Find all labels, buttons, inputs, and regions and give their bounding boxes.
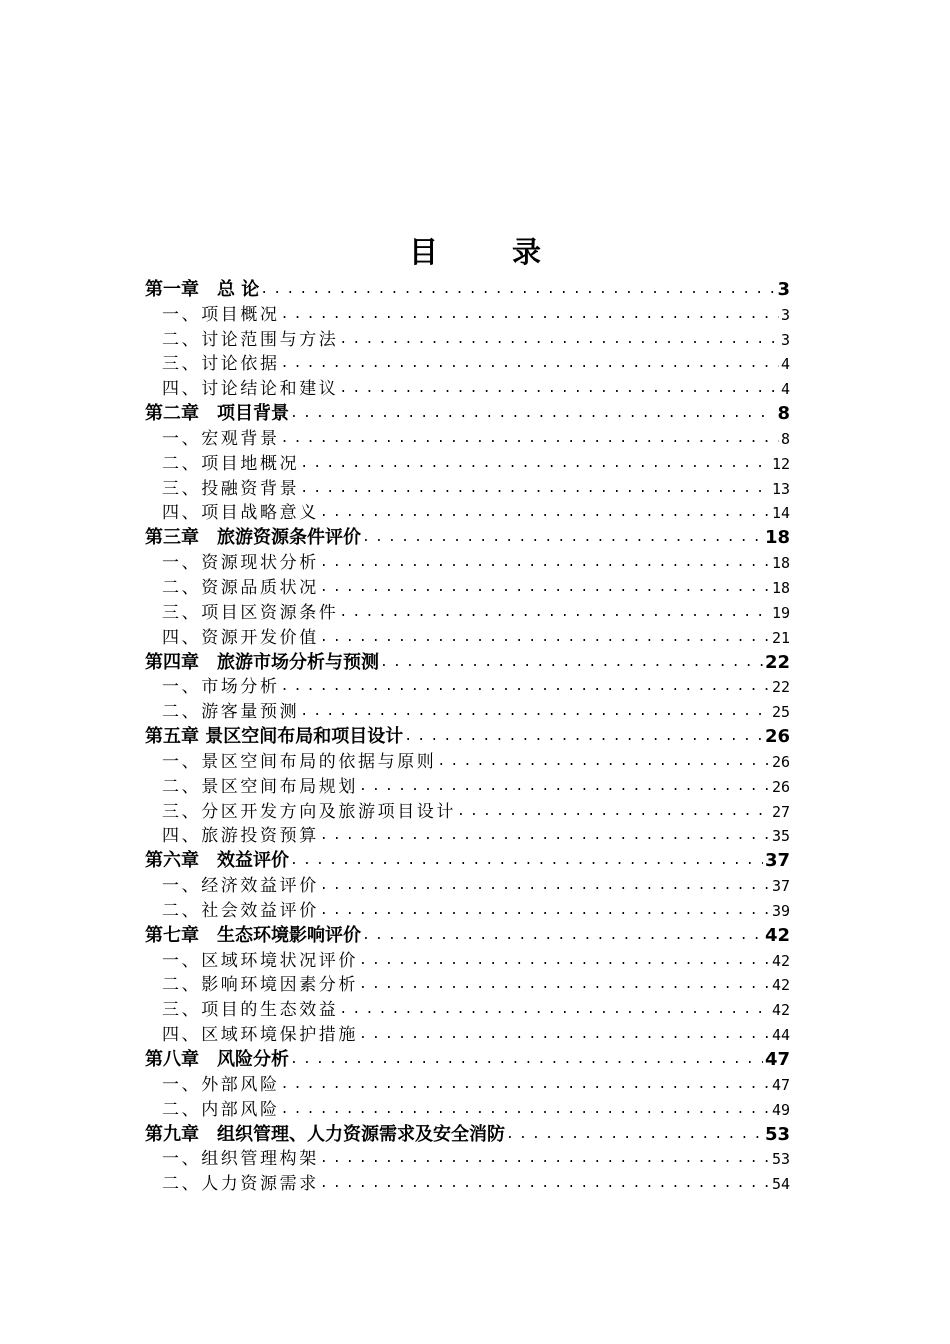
toc-entry-page: 42 [771,976,790,995]
toc-entry-label: 第八章 风险分析 [145,1049,289,1070]
dot-leader [280,352,779,376]
toc-entry[interactable] [145,873,790,898]
toc-entry-page: 49 [771,1100,790,1119]
dot-leader [280,303,779,327]
toc-entry-page: 53 [764,1123,790,1145]
dot-leader [280,675,770,699]
toc-entry-page: 26 [771,777,790,796]
toc-entry-page: 21 [771,628,790,647]
toc-entry-page: 25 [771,703,790,722]
dot-leader [319,576,770,600]
dot-leader [319,824,770,848]
dot-leader [358,775,770,799]
toc-entry-page: 42 [764,924,790,946]
toc-entry-page: 42 [771,951,790,970]
toc-entry-page: 18 [764,527,790,549]
toc-entry-label: 第四章 旅游市场分析与预测 [145,651,379,673]
dot-leader [338,601,770,625]
dot-leader [456,800,770,824]
toc-entry-label: 一、宏观背景 [162,428,280,449]
toc-entry-label: 二、人力资源需求 [162,1174,319,1195]
toc-entry-page: 37 [771,877,790,896]
toc-entry[interactable] [145,1171,790,1196]
toc-entry-page: 44 [771,1026,790,1045]
dot-leader [289,849,763,873]
toc-entry-label: 三、项目的生态效益 [162,1000,339,1021]
toc-entry-label: 第六章 效益评价 [145,850,289,872]
toc-entry[interactable] [145,327,790,352]
dot-leader [259,278,775,302]
dot-leader [338,377,779,401]
toc-entry-page: 53 [771,1150,790,1169]
toc-entry[interactable] [145,1022,790,1047]
toc-entry[interactable] [145,600,790,625]
toc-entry[interactable] [145,749,790,774]
toc-entry-label: 三、投融资背景 [162,478,300,499]
toc-entry[interactable] [145,948,790,973]
dot-leader [379,651,763,675]
toc-entry-page: 42 [771,1001,790,1020]
toc-entry-label: 四、项目战略意义 [162,503,319,524]
toc-entry-page: 37 [764,850,790,872]
toc-entry[interactable] [145,550,790,575]
toc-title: 目 录 [408,235,574,269]
toc-entry-page: 13 [771,479,790,498]
toc-entry-label: 一、组织管理构架 [162,1149,319,1170]
dot-leader [505,1123,763,1147]
toc-entry-page: 19 [771,603,790,622]
dot-leader [280,1098,770,1122]
toc-entry-page: 22 [771,678,790,697]
toc-entry[interactable] [145,376,790,401]
toc-entry-page: 47 [764,1049,790,1070]
toc-entry-label: 二、项目地概况 [162,453,300,474]
toc-entry[interactable] [145,476,790,501]
dot-leader [299,452,770,476]
toc-entry-label: 二、资源品质状况 [162,577,319,598]
toc-entry-label: 二、讨论范围与方法 [162,329,339,350]
dot-leader [403,725,763,749]
dot-leader [289,1048,763,1072]
toc-entry-label: 第七章 生态环境影响评价 [145,924,361,946]
toc-entry[interactable] [145,1147,790,1172]
toc-entry[interactable] [145,774,790,799]
toc-entry-page: 4 [780,380,790,399]
toc-entry[interactable] [145,1122,790,1147]
toc-entry-page: 3 [780,305,790,324]
toc-entry[interactable] [145,824,790,849]
toc-entry[interactable] [145,426,790,451]
dot-leader [338,998,770,1022]
toc-entry-page: 18 [771,578,790,597]
dot-leader [289,402,775,426]
toc-entry[interactable] [145,575,790,600]
dot-leader [280,1073,770,1097]
toc-entry-page: 35 [771,827,790,846]
toc-entry-label: 一、区域环境状况评价 [162,950,358,971]
toc-entry-label: 一、市场分析 [162,677,280,698]
dot-leader [319,899,770,923]
toc-entry-page: 8 [780,429,790,448]
dot-leader [319,626,770,650]
toc-entry-page: 12 [771,454,790,473]
toc-entry-page: 27 [771,802,790,821]
dot-leader [338,328,779,352]
dot-leader [358,949,770,973]
toc-entry-label: 一、景区空间布局的依据与原则 [162,751,437,772]
toc-entry[interactable] [145,277,790,302]
toc-entry[interactable] [145,1097,790,1122]
dot-leader [299,700,770,724]
toc-entry[interactable] [145,923,790,948]
toc-entry-label: 三、讨论依据 [162,354,280,375]
toc-entry-label: 二、游客量预测 [162,702,300,723]
toc-entry[interactable] [145,650,790,675]
dot-leader [319,874,770,898]
table-of-contents [145,277,790,1196]
toc-entry[interactable] [145,1072,790,1097]
toc-entry[interactable] [145,898,790,923]
toc-entry[interactable] [145,302,790,327]
toc-entry-page: 22 [764,651,790,673]
toc-entry-page: 47 [771,1075,790,1094]
toc-entry-label: 第三章 旅游资源条件评价 [145,527,361,549]
toc-entry-label: 三、分区开发方向及旅游项目设计 [162,801,456,822]
toc-entry-label: 四、讨论结论和建议 [162,379,339,400]
toc-entry[interactable] [145,799,790,824]
toc-entry-label: 二、景区空间布局规划 [162,776,358,797]
toc-entry[interactable] [145,401,790,426]
toc-entry-page: 14 [771,504,790,523]
dot-leader [319,1147,770,1171]
toc-entry-page: 18 [771,554,790,573]
dot-leader [358,973,770,997]
toc-entry[interactable] [145,1047,790,1072]
toc-entry-label: 一、外部风险 [162,1074,280,1095]
toc-entry[interactable] [145,848,790,873]
toc-entry-label: 第一章 总 论 [145,278,260,300]
toc-entry[interactable] [145,699,790,724]
toc-entry[interactable] [145,352,790,377]
dot-leader [436,750,770,774]
dot-leader [358,1023,770,1047]
toc-entry-page: 3 [780,330,790,349]
toc-entry-page: 26 [771,752,790,771]
toc-entry-page: 3 [777,278,790,300]
dot-leader [299,477,770,501]
toc-entry-label: 一、资源现状分析 [162,553,319,574]
toc-entry-label: 二、社会效益评价 [162,900,319,921]
toc-entry[interactable] [145,525,790,550]
dot-leader [319,551,770,575]
toc-entry-label: 一、项目概况 [162,304,280,325]
toc-entry-label: 四、旅游投资预算 [162,826,319,847]
dot-leader [319,1172,770,1196]
dot-leader [361,924,763,948]
toc-entry-label: 第九章 组织管理、人力资源需求及安全消防 [145,1123,505,1145]
toc-entry[interactable] [145,997,790,1022]
toc-entry-label: 一、经济效益评价 [162,876,319,897]
toc-entry-page: 8 [777,403,790,425]
dot-leader [319,501,770,525]
toc-entry-page: 26 [764,726,790,748]
toc-entry-page: 54 [771,1175,790,1194]
toc-entry[interactable] [145,501,790,526]
toc-entry-label: 二、内部风险 [162,1099,280,1120]
toc-entry-label: 第二章 项目背景 [145,403,289,425]
toc-entry[interactable] [145,451,790,476]
dot-leader [280,427,779,451]
toc-entry-page: 4 [780,355,790,374]
toc-entry[interactable] [145,675,790,700]
toc-entry-page: 39 [771,901,790,920]
dot-leader [361,526,763,550]
toc-entry-label: 四、资源开发价值 [162,627,319,648]
toc-entry[interactable] [145,724,790,749]
toc-entry-label: 第五章 景区空间布局和项目设计 [145,726,404,748]
toc-entry-label: 四、区域环境保护措施 [162,1025,358,1046]
toc-entry-label: 三、项目区资源条件 [162,602,339,623]
toc-entry[interactable] [145,625,790,650]
toc-entry[interactable] [145,973,790,998]
toc-entry-label: 二、影响环境因素分析 [162,975,358,996]
